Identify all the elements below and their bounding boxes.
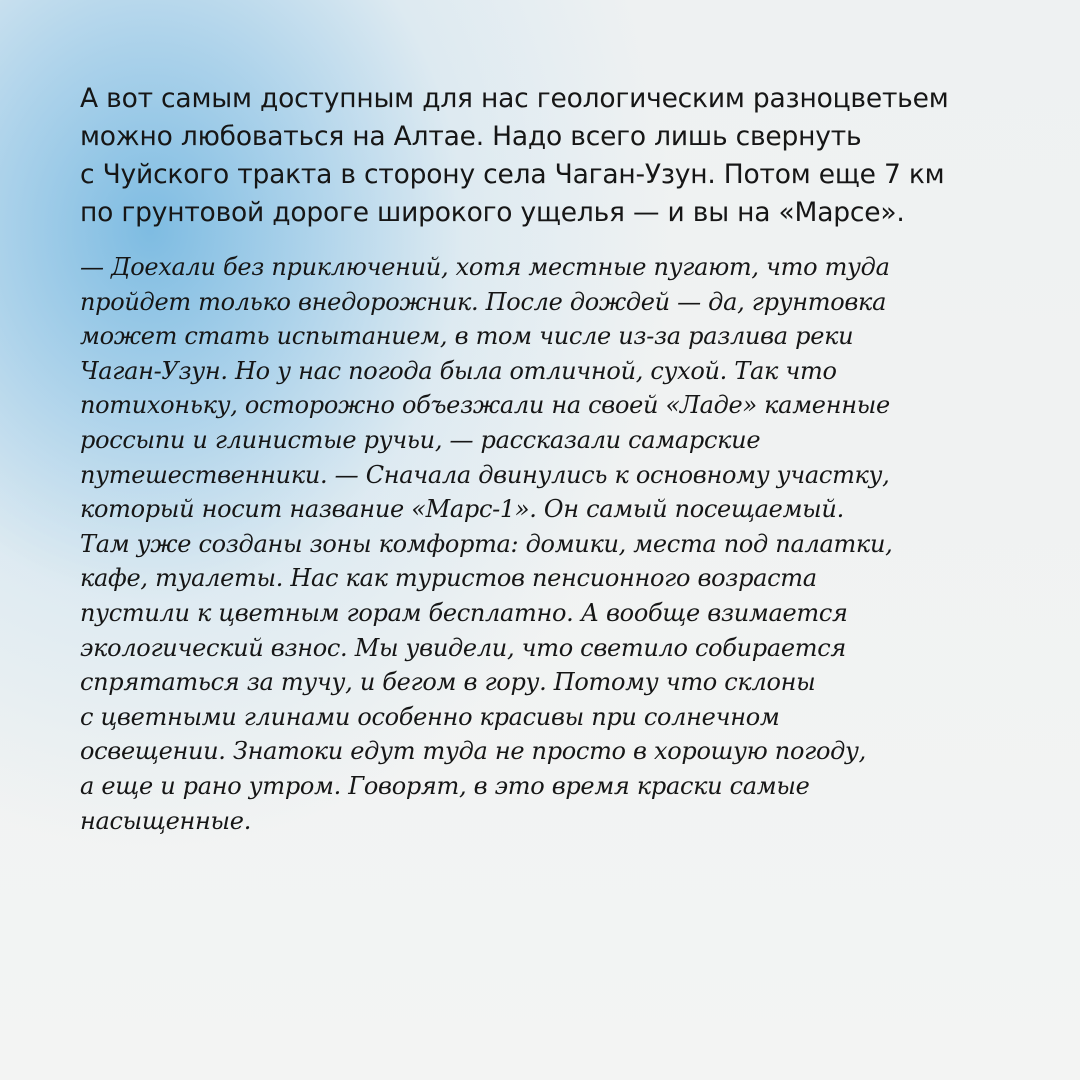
quote-line: Чаган-Узун. Но у нас погода была отличной, сухой. Так что [80,356,837,385]
quote-line: может стать испытанием, в том числе из-за разлива реки [80,322,854,351]
quote-line: — Доехали без приключений, хотя местные пугают, что туда [80,253,890,281]
quote-line: потихоньку, осторожно объезжали на своей «Ладе» каменные [80,391,890,420]
lead-paragraph [80,80,1020,232]
lead-line: с Чуйского тракта в сторону села Чаган-Узун. Потом еще 7 км [80,159,945,190]
quote-line: путешественники. — Сначала двинулись к основному участку, [80,460,890,489]
lead-line: А вот самым доступным для нас геологическим разноцветьем [80,83,949,114]
quote-line: освещении. Знатоки едут туда не просто в хорошую погоду, [80,737,866,766]
quote-line: Там уже созданы зоны комфорта: домики, места под палатки, [80,529,893,558]
quote-paragraph [80,250,1040,838]
quote-line: а еще и рано утром. Говорят, в это время краски самые [80,771,810,800]
quote-line: пустили к цветным горам бесплатно. А вообще взимается [80,598,848,627]
lead-line: можно любоваться на Алтае. Надо всего лишь свернуть [80,121,862,152]
quote-line: пройдет только внедорожник. После дождей — да, грунтовка [80,287,887,316]
quote-line: экологический взнос. Мы увидели, что светило собирается [80,633,846,662]
quote-line: с цветными глинами особенно красивы при солнечном [80,702,780,731]
quote-line: насыщенные. [80,806,252,835]
quote-line: кафе, туалеты. Нас как туристов пенсионного возраста [80,564,817,593]
quote-line: спрятаться за тучу, и бегом в гору. Потому что склоны [80,668,816,697]
lead-line: по грунтовой дороге широкого ущелья — и вы на «Марсе». [80,197,905,228]
quote-line: россыпи и глинистые ручьи, — рассказали самарские [80,425,761,454]
quote-line: который носит название «Марс-1». Он самый посещаемый. [80,495,844,524]
